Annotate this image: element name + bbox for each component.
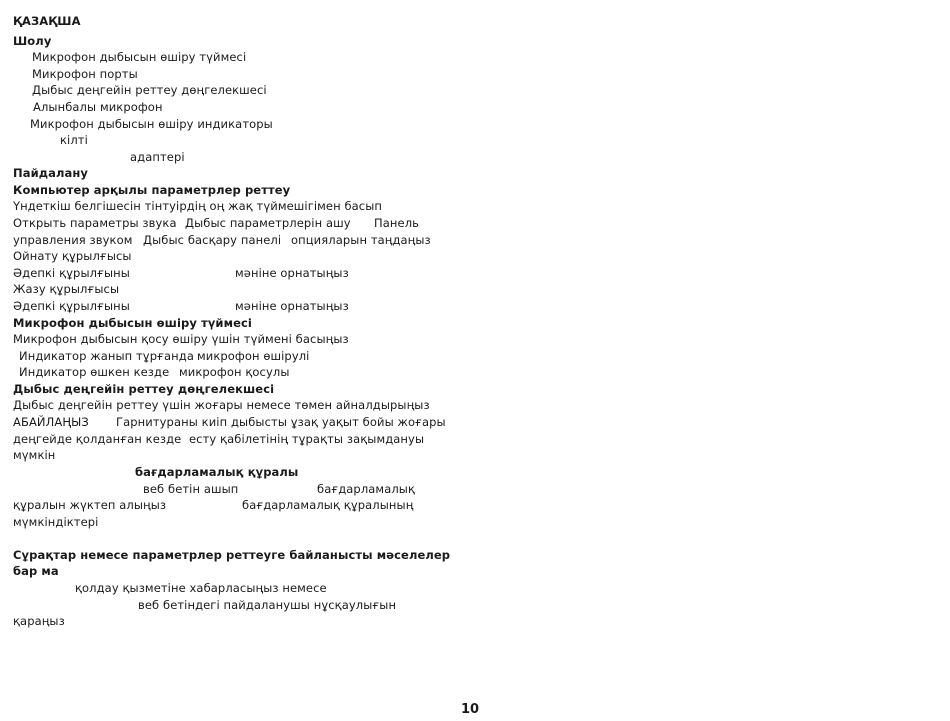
text-segment: Открыть параметры звука	[13, 216, 177, 230]
paragraph-line: Микрофон дыбысын қосу өшіру үшін түймені басыңыз	[13, 332, 349, 346]
usage-heading: Пайдалану	[13, 166, 89, 180]
overview-item: кілті	[60, 133, 88, 147]
text-segment: микрофон қосулы	[179, 365, 290, 379]
software-heading: бағдарламалық құралы	[135, 465, 299, 479]
text-segment: есту қабілетінің тұрақты зақымдануы	[189, 432, 425, 446]
page-number: 10	[461, 702, 480, 717]
overview-item: адаптері	[130, 150, 185, 164]
text-segment: Панель	[374, 216, 420, 230]
text-segment: Дыбыс басқару панелі	[143, 233, 282, 247]
text-segment: Дыбыс параметрлерін ашу	[185, 216, 351, 230]
text-segment: веб бетін ашып	[143, 482, 239, 496]
text-segment: мәніне орнатыңыз	[235, 266, 349, 280]
language-heading: ҚАЗАҚША	[13, 14, 81, 28]
paragraph-line: қараңыз	[13, 614, 65, 628]
overview-item: Микрофон порты	[32, 67, 138, 81]
paragraph-line: мүмкін	[13, 448, 56, 462]
paragraph-line: Дыбыс деңгейін реттеу үшін жоғары немесе төмен айналдырыңыз	[13, 398, 430, 412]
text-segment: мәніне орнатыңыз	[235, 299, 349, 313]
mute-button-heading: Микрофон дыбысын өшіру түймесі	[13, 316, 252, 330]
text-segment: құралын жүктеп алыңыз	[13, 498, 167, 512]
overview-item: Дыбыс деңгейін реттеу дөңгелекшесі	[32, 83, 267, 97]
text-segment: дыбысты ұзақ уақыт бойы жоғары	[231, 415, 446, 429]
paragraph-line: мүмкіндіктері	[13, 515, 99, 529]
text-segment: бағдарламалық құралының	[242, 498, 414, 512]
overview-item: Микрофон дыбысын өшіру индикаторы	[30, 117, 273, 131]
text-segment: деңгейде қолданған кезде	[13, 432, 182, 446]
paragraph-line: веб бетіндегі пайдаланушы нұсқаулығын	[138, 598, 397, 612]
text-segment: опцияларын таңдаңыз	[291, 233, 431, 247]
text-segment: Индикатор жанып тұрғанда	[19, 349, 194, 363]
overview-item: Микрофон дыбысын өшіру түймесі	[32, 50, 247, 64]
computer-setup-heading: Компьютер арқылы параметрлер реттеу	[13, 183, 291, 197]
text-segment: Индикатор өшкен кезде	[19, 365, 170, 379]
volume-wheel-heading: Дыбыс деңгейін реттеу дөңгелекшесі	[13, 382, 275, 396]
warning-label: АБАЙЛАҢЫЗ	[13, 415, 89, 429]
text-segment: Әдепкі құрылғыны	[13, 299, 130, 313]
questions-heading: Сұрақтар немесе параметрлер реттеуге байланысты мәселелер	[13, 548, 451, 562]
paragraph-line: Үндеткіш белгішесін тінтуірдің оң жақ түймешігімен басып	[13, 199, 383, 213]
overview-item: Алынбалы микрофон	[33, 100, 163, 114]
text-segment: Әдепкі құрылғыны	[13, 266, 130, 280]
text-segment: бағдарламалық	[317, 482, 416, 496]
text-segment: микрофон өшірулі	[197, 349, 310, 363]
paragraph-line: Ойнату құрылғысы	[13, 249, 132, 263]
text-segment: Гарнитураны киіп	[116, 415, 228, 429]
questions-heading-cont: бар ма	[13, 564, 59, 578]
overview-heading: Шолу	[13, 34, 52, 48]
paragraph-line: қолдау қызметіне хабарласыңыз немесе	[75, 581, 327, 595]
paragraph-line: Жазу құрылғысы	[13, 282, 120, 296]
text-segment: управления звуком	[13, 233, 133, 247]
